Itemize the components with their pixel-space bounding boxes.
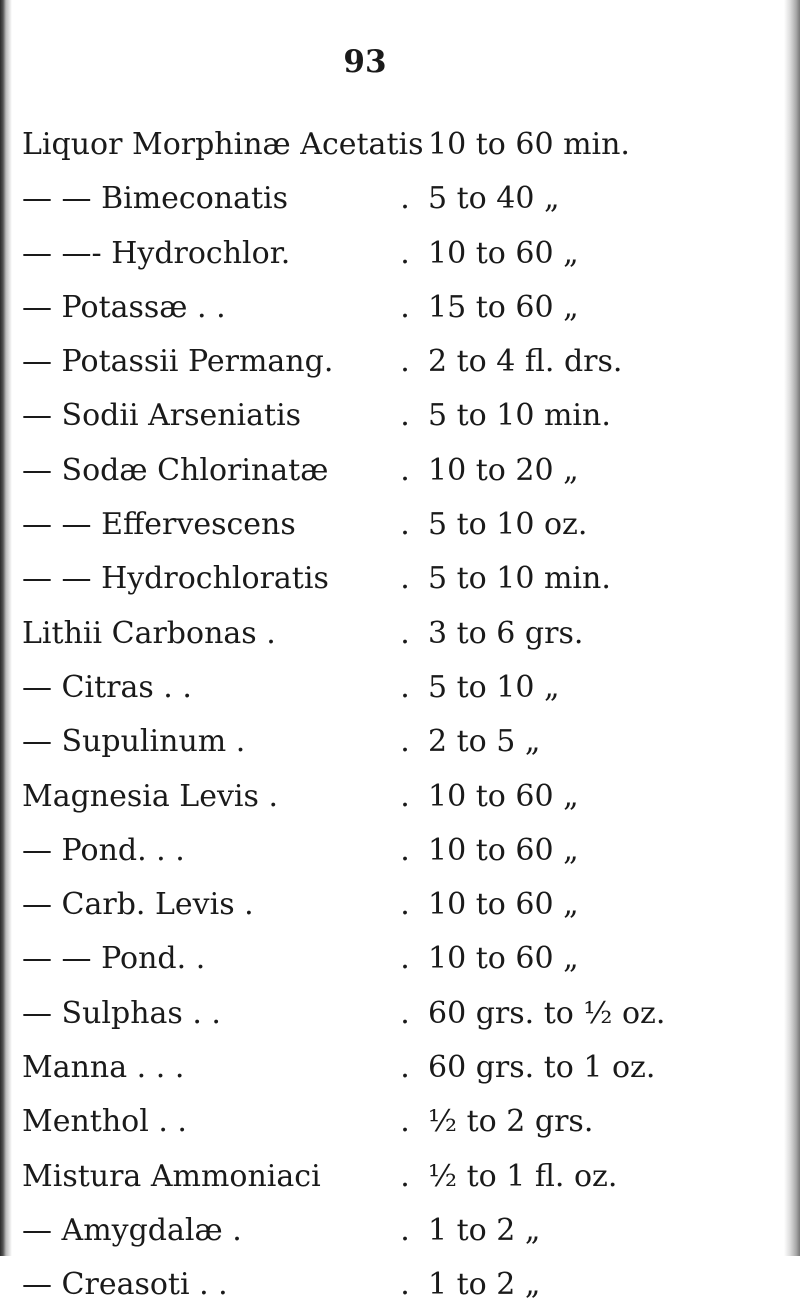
drug-name: — — Pond. . bbox=[22, 941, 206, 977]
leader-dot: . bbox=[400, 887, 410, 923]
drug-name: — Potassæ . . bbox=[22, 289, 226, 325]
leader-dot: . bbox=[400, 669, 410, 705]
drug-name: — — Hydrochloratis bbox=[22, 561, 329, 597]
leader-dot: . bbox=[400, 181, 410, 217]
dose-range: 5 to 10 min. bbox=[428, 398, 611, 434]
list-item bbox=[0, 878, 800, 932]
leader-dot: . bbox=[400, 1267, 410, 1303]
dose-range: 5 to 10 oz. bbox=[428, 507, 588, 543]
list-item bbox=[0, 552, 800, 606]
dose-range: 10 to 60 min. bbox=[428, 127, 630, 162]
dose-range: 10 to 60 „ bbox=[428, 887, 579, 923]
drug-name: — Citras . . bbox=[22, 669, 192, 705]
list-item bbox=[0, 715, 800, 769]
leader-dot: . bbox=[400, 1158, 410, 1194]
dosage-list bbox=[0, 118, 800, 1313]
leader-dot: . bbox=[400, 724, 410, 760]
list-item bbox=[0, 1150, 800, 1204]
list-item bbox=[0, 335, 800, 389]
leader-dot: . bbox=[400, 995, 410, 1031]
list-item bbox=[0, 1095, 800, 1149]
drug-name: — — Bimeconatis bbox=[22, 181, 289, 217]
leader-dot: . bbox=[400, 615, 410, 651]
dose-range: 1 to 2 „ bbox=[428, 1212, 541, 1248]
list-item bbox=[0, 987, 800, 1041]
drug-name: Menthol . . bbox=[22, 1104, 187, 1140]
dose-range: ½ to 2 grs. bbox=[428, 1104, 594, 1140]
dose-range: 10 to 20 „ bbox=[428, 452, 579, 488]
drug-name: Lithii Carbonas . bbox=[22, 615, 276, 651]
dose-range: 5 to 10 „ bbox=[428, 669, 560, 705]
drug-name: Manna . . . bbox=[22, 1050, 185, 1086]
drug-name: — Amygdalæ . bbox=[22, 1212, 242, 1248]
list-item bbox=[0, 661, 800, 715]
dose-range: 2 to 4 fl. drs. bbox=[428, 344, 623, 380]
leader-dot: . bbox=[400, 832, 410, 868]
dose-range: 60 grs. to 1 oz. bbox=[428, 1050, 656, 1086]
drug-name: Liquor Morphinæ Acetatis bbox=[22, 127, 424, 162]
dose-range: 2 to 5 „ bbox=[428, 724, 541, 760]
leader-dot: . bbox=[400, 941, 410, 977]
leader-dot: . bbox=[400, 344, 410, 380]
list-item bbox=[0, 824, 800, 878]
dose-range: 10 to 60 „ bbox=[428, 778, 579, 814]
list-item bbox=[0, 1041, 800, 1095]
drug-name: — Sulphas . . bbox=[22, 995, 221, 1031]
dose-range: ½ to 1 fl. oz. bbox=[428, 1158, 618, 1194]
list-item bbox=[0, 444, 800, 498]
list-item bbox=[0, 1258, 800, 1312]
list-item bbox=[0, 281, 800, 335]
list-item bbox=[0, 498, 800, 552]
dose-range: 15 to 60 „ bbox=[428, 289, 579, 325]
drug-name: — Sodæ Chlorinatæ bbox=[22, 452, 329, 488]
drug-name: — Carb. Levis . bbox=[22, 887, 254, 923]
list-item bbox=[0, 118, 800, 172]
list-item bbox=[0, 932, 800, 986]
leader-dot: . bbox=[400, 289, 410, 325]
drug-name: — Sodii Arseniatis bbox=[22, 398, 302, 434]
dose-range: 5 to 40 „ bbox=[428, 181, 560, 217]
list-item bbox=[0, 172, 800, 226]
drug-name: — — Effervescens bbox=[22, 507, 296, 543]
dose-range: 10 to 60 „ bbox=[428, 941, 579, 977]
list-item bbox=[0, 1204, 800, 1258]
leader-dot: . bbox=[400, 778, 410, 814]
dose-range: 5 to 10 min. bbox=[428, 561, 611, 597]
leader-dot: . bbox=[400, 398, 410, 434]
leader-dot: . bbox=[400, 1050, 410, 1086]
list-item bbox=[0, 389, 800, 443]
leader-dot: . bbox=[400, 452, 410, 488]
dose-range: 10 to 60 „ bbox=[428, 235, 579, 271]
leader-dot: . bbox=[400, 561, 410, 597]
leader-dot: . bbox=[400, 235, 410, 271]
list-item bbox=[0, 770, 800, 824]
drug-name: — Potassii Permang. bbox=[22, 344, 334, 380]
drug-name: — Supulinum . bbox=[22, 724, 246, 760]
dose-range: 60 grs. to ½ oz. bbox=[428, 995, 666, 1031]
dose-range: 3 to 6 grs. bbox=[428, 615, 584, 651]
drug-name: Mistura Ammoniaci bbox=[22, 1158, 321, 1194]
drug-name: — Pond. . . bbox=[22, 832, 185, 868]
drug-name: — Creasoti . . bbox=[22, 1267, 228, 1303]
dose-range: 10 to 60 „ bbox=[428, 832, 579, 868]
dose-range: 1 to 2 „ bbox=[428, 1267, 541, 1303]
list-item bbox=[0, 227, 800, 281]
leader-dot: . bbox=[400, 1104, 410, 1140]
drug-name: Magnesia Levis . bbox=[22, 778, 278, 814]
page-number: 93 bbox=[343, 44, 387, 80]
list-item bbox=[0, 607, 800, 661]
drug-name: — —- Hydrochlor. bbox=[22, 235, 291, 271]
leader-dot: . bbox=[400, 1212, 410, 1248]
leader-dot: . bbox=[400, 507, 410, 543]
